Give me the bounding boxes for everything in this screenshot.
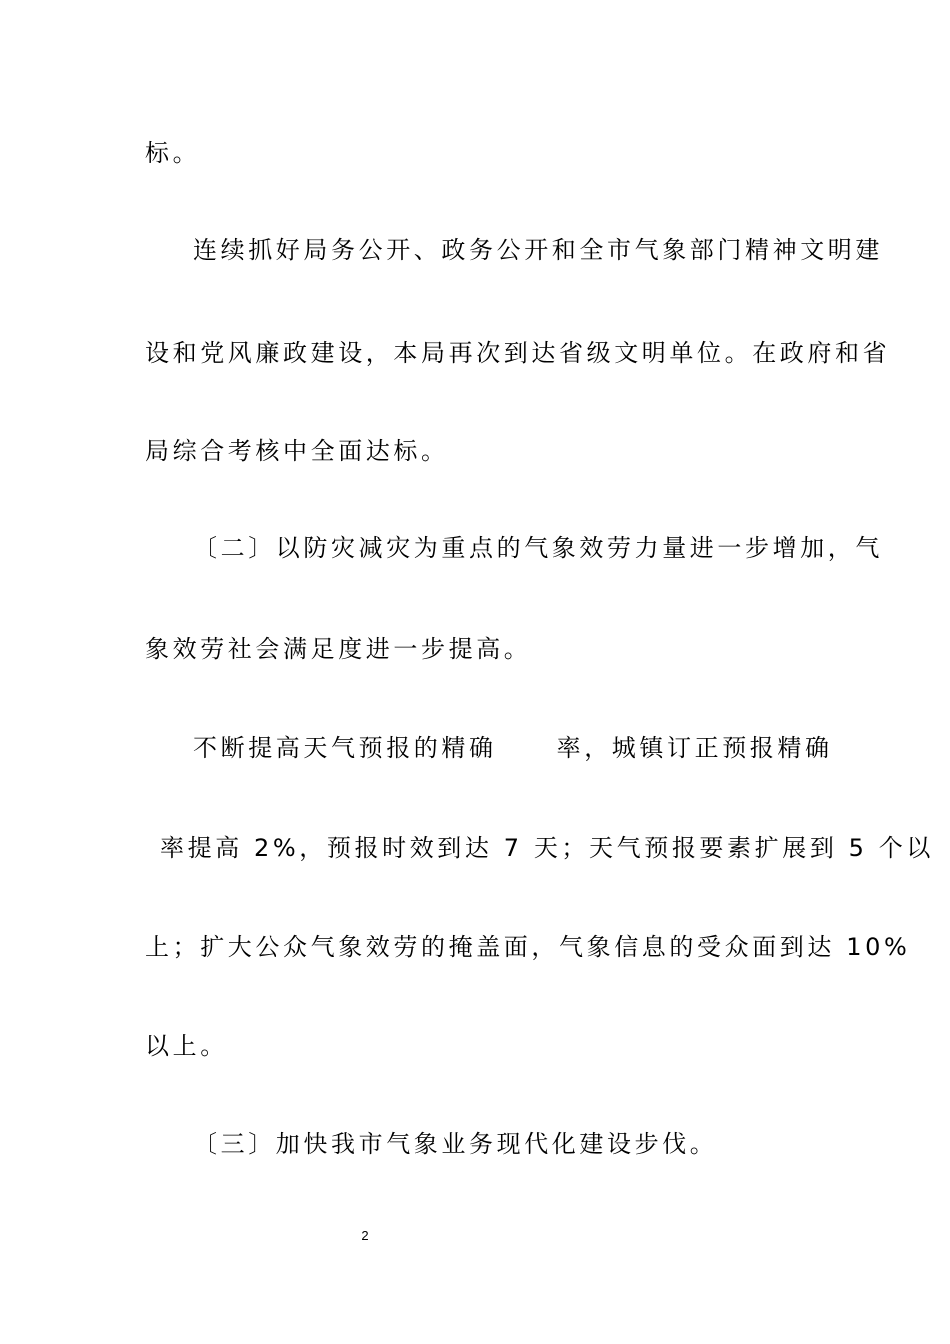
paragraph-line: 以上。 (145, 1032, 228, 1060)
paragraph-fragment: 不断提高天气预报的精确 (193, 734, 497, 762)
page-number: 2 (361, 1228, 369, 1243)
paragraph-line (193, 733, 833, 763)
paragraph-fragment: 率，城镇订正预报精确 (556, 734, 833, 762)
paragraph-line: 设和党风廉政建设，本局再次到达省级文明单位。在政府和省 (145, 339, 891, 367)
section-heading-line: 象效劳社会满足度进一步提高。 (145, 635, 532, 663)
paragraph-line: 率提高 2%，预报时效到达 7 天；天气预报要素扩展到 5 个以 (160, 834, 934, 862)
paragraph-line: 连续抓好局务公开、政务公开和全市气象部门精神文明建 (193, 236, 883, 264)
paragraph-line: 上；扩大公众气象效劳的掩盖面，气象信息的受众面到达 10% (145, 933, 911, 961)
paragraph-line: 标。 (145, 139, 201, 167)
section-heading-line: 〔三〕加快我市气象业务现代化建设步伐。 (193, 1130, 718, 1158)
paragraph-line: 局综合考核中全面达标。 (145, 437, 449, 465)
section-heading-line: 〔二〕以防灾减灾为重点的气象效劳力量进一步增加，气 (193, 534, 883, 562)
